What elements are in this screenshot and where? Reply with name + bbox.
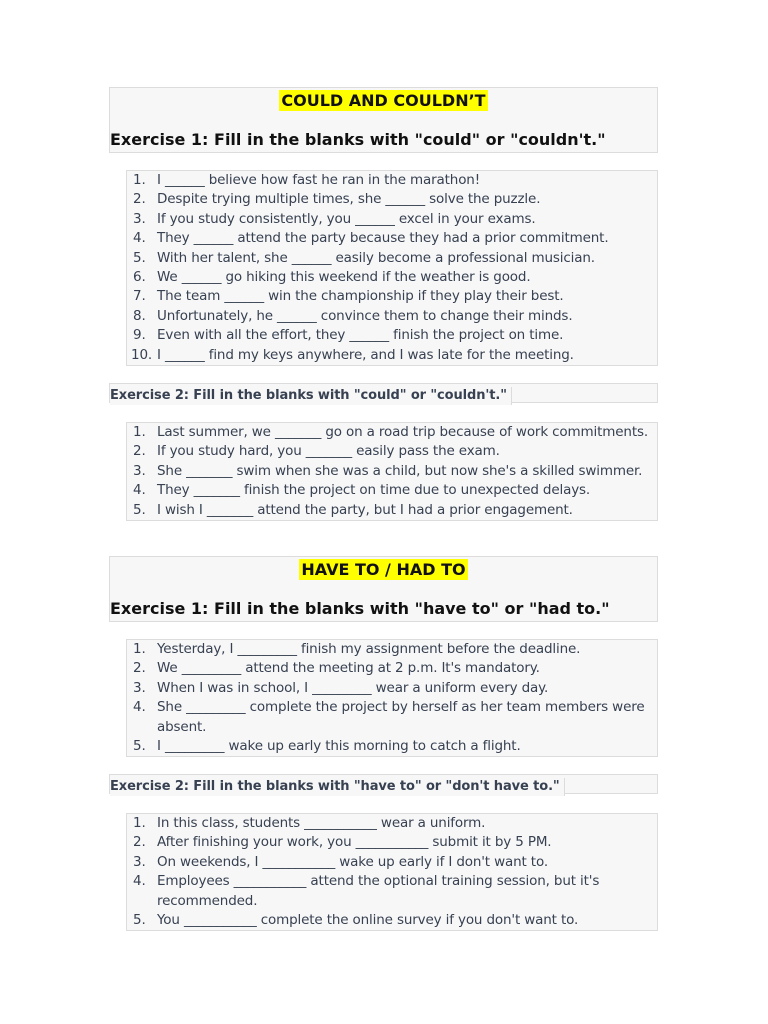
list-item-text: The team ______ win the championship if they play their best.	[157, 288, 564, 305]
list-item	[127, 659, 657, 678]
list-item	[127, 210, 657, 229]
list-item-text: They _______ finish the project on time due to unexpected delays.	[157, 482, 591, 499]
list-item-number: 4.	[133, 699, 146, 716]
list-item-number: 2.	[133, 191, 146, 208]
list-item-number: 2.	[133, 834, 146, 851]
list-item-text: On weekends, I ___________ wake up early if I don't want to.	[157, 853, 548, 870]
list-item	[127, 911, 657, 930]
list-item	[127, 287, 657, 306]
list-item	[127, 833, 657, 852]
list-item	[127, 346, 657, 365]
list-item	[127, 698, 657, 737]
list-item-text: I ______ find my keys anywhere, and I was late for the meeting.	[157, 346, 574, 363]
exercise1-list-have-to	[126, 639, 658, 757]
list-item	[127, 481, 657, 500]
list-item-text: They ______ attend the party because they had a prior commitment.	[157, 230, 609, 247]
list-item-text: She _________ complete the project by herself as her team members were absent.	[157, 699, 645, 735]
list-item-text: Employees ___________ attend the optional training session, but it's recommended.	[157, 873, 600, 909]
list-item	[127, 814, 657, 833]
list-item-text: Despite trying multiple times, she ______ solve the puzzle.	[157, 191, 541, 208]
list-item-number: 3.	[133, 679, 146, 696]
list-item	[127, 737, 657, 756]
list-item-number: 3.	[133, 462, 146, 479]
list-item-text: I wish I _______ attend the party, but I had a prior engagement.	[157, 501, 573, 518]
section-have-to-heading-box	[109, 556, 658, 622]
list-item-text: When I was in school, I _________ wear a uniform every day.	[157, 679, 549, 696]
list-item-number: 3.	[133, 210, 146, 227]
list-item-text: She _______ swim when she was a child, but now she's a skilled swimmer.	[157, 462, 643, 479]
list-item	[127, 307, 657, 326]
list-item	[127, 171, 657, 190]
list-item-number: 7.	[133, 288, 146, 305]
exercise2-heading-box-have-to	[109, 774, 658, 794]
exercise1-list-could	[126, 170, 658, 366]
list-item-text: With her talent, she ______ easily become a professional musician.	[157, 249, 595, 266]
list-item-text: After finishing your work, you ___________ submit it by 5 PM.	[157, 834, 552, 851]
list-item-number: 1.	[133, 172, 146, 188]
list-item-text: You ___________ complete the online survey if you don't want to.	[157, 912, 579, 929]
list-item-number: 9.	[133, 327, 146, 344]
list-item-text: I ______ believe how fast he ran in the marathon!	[157, 172, 480, 188]
list-item-number: 4.	[133, 230, 146, 247]
list-item	[127, 640, 657, 659]
exercise1-heading-could: Exercise 1: Fill in the blanks with "could" or "couldn't."	[110, 130, 606, 149]
exercise1-heading-have-to: Exercise 1: Fill in the blanks with "have to" or "had to."	[110, 599, 610, 618]
list-item-number: 1.	[133, 815, 146, 831]
exercise2-heading-box-could	[109, 383, 658, 403]
exercise2-heading-could: Exercise 2: Fill in the blanks with "could" or "couldn't."	[110, 387, 512, 405]
list-item	[127, 501, 657, 520]
list-item-number: 1.	[133, 641, 146, 657]
list-item-text: Last summer, we _______ go on a road trip because of work commitments.	[157, 424, 648, 440]
list-item	[127, 229, 657, 248]
list-item-number: 8.	[133, 307, 146, 324]
list-item-number: 4.	[133, 482, 146, 499]
list-item-number: 2.	[133, 660, 146, 677]
list-item-text: We ______ go hiking this weekend if the weather is good.	[157, 269, 531, 286]
list-item-number: 5.	[133, 912, 146, 929]
list-item-text: Unfortunately, he ______ convince them to change their minds.	[157, 307, 573, 324]
list-item	[127, 423, 657, 442]
list-item-text: Yesterday, I _________ finish my assignment before the deadline.	[157, 641, 581, 657]
list-item-text: If you study hard, you _______ easily pass the exam.	[157, 443, 500, 460]
list-item	[127, 190, 657, 209]
list-item	[127, 679, 657, 698]
list-item-number: 6.	[133, 269, 146, 286]
list-item-text: I _________ wake up early this morning to catch a flight.	[157, 738, 521, 755]
exercise2-heading-have-to: Exercise 2: Fill in the blanks with "have to" or "don't have to."	[110, 778, 565, 796]
list-item	[127, 249, 657, 268]
list-item-number: 10.	[131, 346, 153, 363]
list-item	[127, 853, 657, 872]
section-could-heading-box	[109, 87, 658, 153]
exercise2-list-have-to	[126, 813, 658, 931]
section-title-could: COULD AND COULDN’T	[281, 91, 486, 110]
list-item-number: 5.	[133, 501, 146, 518]
exercise2-list-could	[126, 422, 658, 521]
list-item-number: 2.	[133, 443, 146, 460]
list-item-number: 1.	[133, 424, 146, 440]
section-title-have-to: HAVE TO / HAD TO	[301, 560, 466, 579]
list-item-text: In this class, students ___________ wear a uniform.	[157, 815, 486, 831]
list-item-number: 5.	[133, 738, 146, 755]
list-item-text: We _________ attend the meeting at 2 p.m. It's mandatory.	[157, 660, 540, 677]
list-item	[127, 872, 657, 911]
list-item	[127, 326, 657, 345]
list-item	[127, 268, 657, 287]
list-item-number: 5.	[133, 249, 146, 266]
list-item-number: 3.	[133, 853, 146, 870]
list-item	[127, 442, 657, 461]
list-item-text: Even with all the effort, they ______ finish the project on time.	[157, 327, 564, 344]
list-item-number: 4.	[133, 873, 146, 890]
list-item	[127, 462, 657, 481]
list-item-text: If you study consistently, you ______ excel in your exams.	[157, 210, 536, 227]
